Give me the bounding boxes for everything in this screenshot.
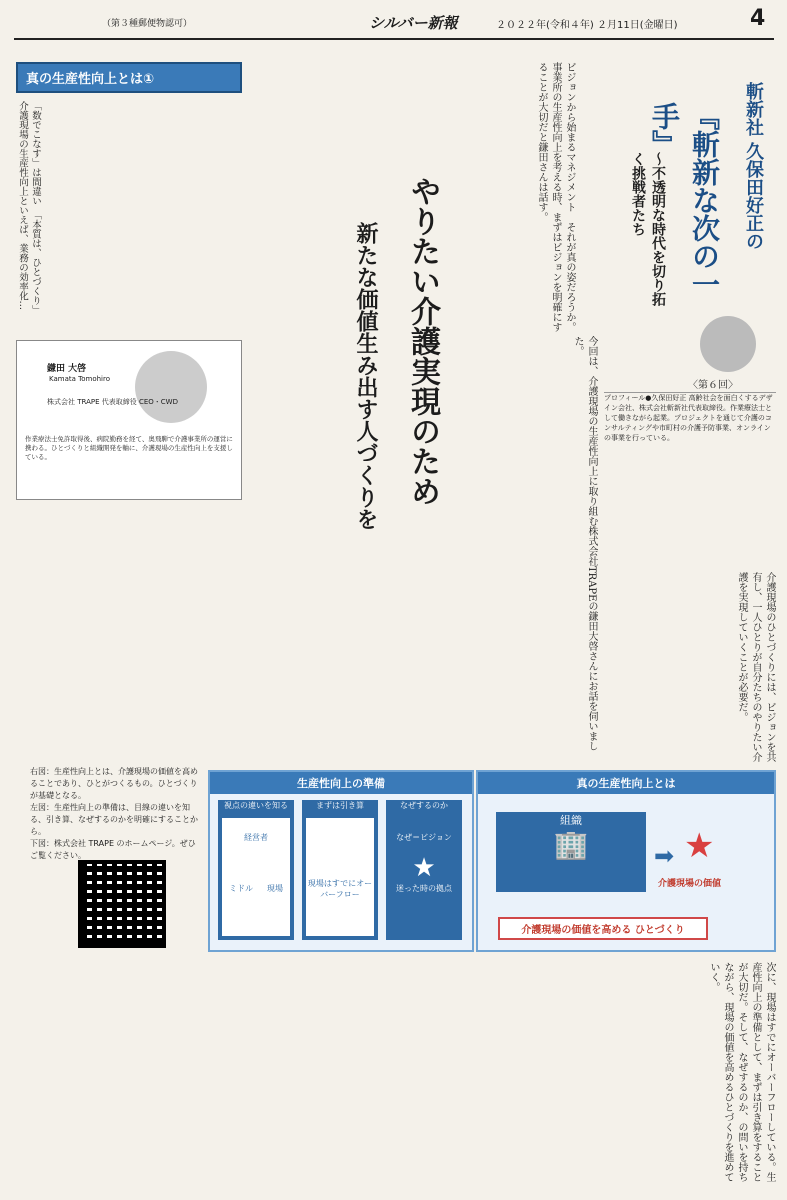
star-icon: ★	[412, 853, 436, 883]
series-company: 斬新社 久保田好正の	[743, 82, 764, 251]
box-viewpoint-title: 視点の違いを知る	[224, 801, 288, 810]
series-subtitle: 〜不透明な時代を切り拓く挑戦者たち	[630, 152, 666, 306]
feature-subtitle: 新たな価値生み出す人づくりを	[353, 222, 378, 530]
article-column-4: 次に、現場はすでにオーバーフローしている。生産性向上の準備として、まずは引き算をすることが大切だ。そして、なぜするのか、の問いを持ちながら、現場の価値を高めるひとづくりを進めていく。	[708, 962, 775, 1182]
box-why-l1: なぜ＝ビジョン	[396, 833, 452, 842]
caption-bottom: 下図：株式会社 TRAPE のホームページ。ぜひご覧ください。	[30, 839, 196, 860]
box-why-title: なぜするのか	[400, 801, 448, 810]
paper-name: シルバー新報	[369, 14, 458, 32]
true-title: 真の生産性向上とは	[478, 772, 774, 794]
author-org: 株式会社 TRAPE 代表取締役 CEO・CWD	[47, 398, 178, 406]
prep-panel	[208, 770, 474, 952]
box-subtract-inner	[306, 818, 374, 936]
true-productivity-panel	[476, 770, 776, 952]
article-column-1: ビジョンから始まるマネジメント それが真の姿だろうか。事業所の生産性向上を考える時、まずはビジョンを明確にすることが大切だと鎌田さんは話す。	[536, 62, 575, 332]
author-bio: 作業療法士免許取得後、病院勤務を経て、奥飛騨で介護事業所の運営に携わる。ひとづくりと組織開発を軸に、介護現場の生産性向上を支援している。	[25, 435, 233, 461]
sidebar-text: 「数でこなす」は間違い 「本質は、ひとづくり」 介護現場の生産性向上といえば、業務の効率化…	[17, 101, 41, 320]
article-column-3: 介護現場のひとづくりには、ビジョンを共有し、一人ひとりが自分たちのやりたい介護を実現していくことが必要だ。	[736, 572, 775, 762]
caption-left: 左図：生産性向上の準備は、目線の違いを知る、引き算、なぜするのかを明確にすることから。	[30, 803, 198, 836]
caption-right: 右図：生産性向上とは、介護現場の価値を高めることであり、ひとがつくるもの。ひとづくりが基礎となる。	[30, 767, 198, 800]
prep-title: 生産性向上の準備	[210, 772, 472, 794]
org-box	[496, 812, 646, 892]
series-heading	[600, 62, 776, 312]
box-subtract-note: 現場はすでにオーバーフロー	[307, 879, 373, 899]
article-column-2: 今回は、介護現場の生産性向上に取り組む株式会社TRAPEの鎌田大啓さんにお話を伺いました。	[572, 336, 597, 752]
box-viewpoint	[218, 800, 294, 940]
footer-bar: 介護現場の価値を高める ひとづくり	[498, 917, 708, 940]
issue-date: ２０２２年(令和４年) ２月11日(金曜日)	[496, 20, 678, 31]
box-subtract-title: まずは引き算	[316, 801, 364, 810]
box-viewpoint-l3: 現場	[267, 884, 283, 893]
box-why-inner	[390, 818, 458, 936]
columnist-avatar	[700, 316, 756, 372]
series-title: 『斬新な次の一手』	[648, 102, 721, 298]
box-viewpoint-l1: 経営者	[244, 833, 268, 842]
page-header	[14, 6, 774, 40]
diagram-section	[30, 766, 776, 956]
feature-title: やりたい介護実現のため	[405, 176, 440, 506]
box-why-l2: 迷った時の拠点	[396, 884, 452, 893]
author-photo	[135, 351, 207, 423]
columnist-profile: プロフィール●久保田好正 高齢社会を面白くするデザイン会社、株式会社斬新社代表取締役。作業療法士として働きながら起業。プロジェクトを通じて介護のコンサルティングや市町村の介護予防事業、オンラインの事業を行っている。	[604, 392, 776, 569]
value-star-icon: ★	[684, 826, 715, 866]
author-profile	[16, 340, 242, 500]
box-viewpoint-inner	[222, 818, 290, 936]
arrow-right-icon: ➡	[654, 842, 675, 870]
box-why	[386, 800, 462, 940]
qr-code[interactable]	[78, 860, 166, 948]
org-label: 組織	[560, 814, 582, 827]
box-viewpoint-l2: ミドル	[229, 884, 253, 893]
page-number: 4	[750, 6, 766, 31]
permit-text: （第３種郵便物認可）	[102, 19, 193, 29]
sidebar-title: 真の生産性向上とは①	[16, 62, 242, 93]
author-name: 鎌田 大啓	[47, 364, 87, 374]
building-icon: 🏢	[553, 828, 589, 861]
diagram-caption	[30, 766, 200, 862]
value-label: 介護現場の価値	[658, 879, 722, 889]
box-subtract	[302, 800, 378, 940]
series-round: 〈第６回〉	[688, 380, 738, 391]
author-roman: Kamata Tomohiro	[49, 375, 110, 383]
sidebar-column	[16, 62, 242, 498]
